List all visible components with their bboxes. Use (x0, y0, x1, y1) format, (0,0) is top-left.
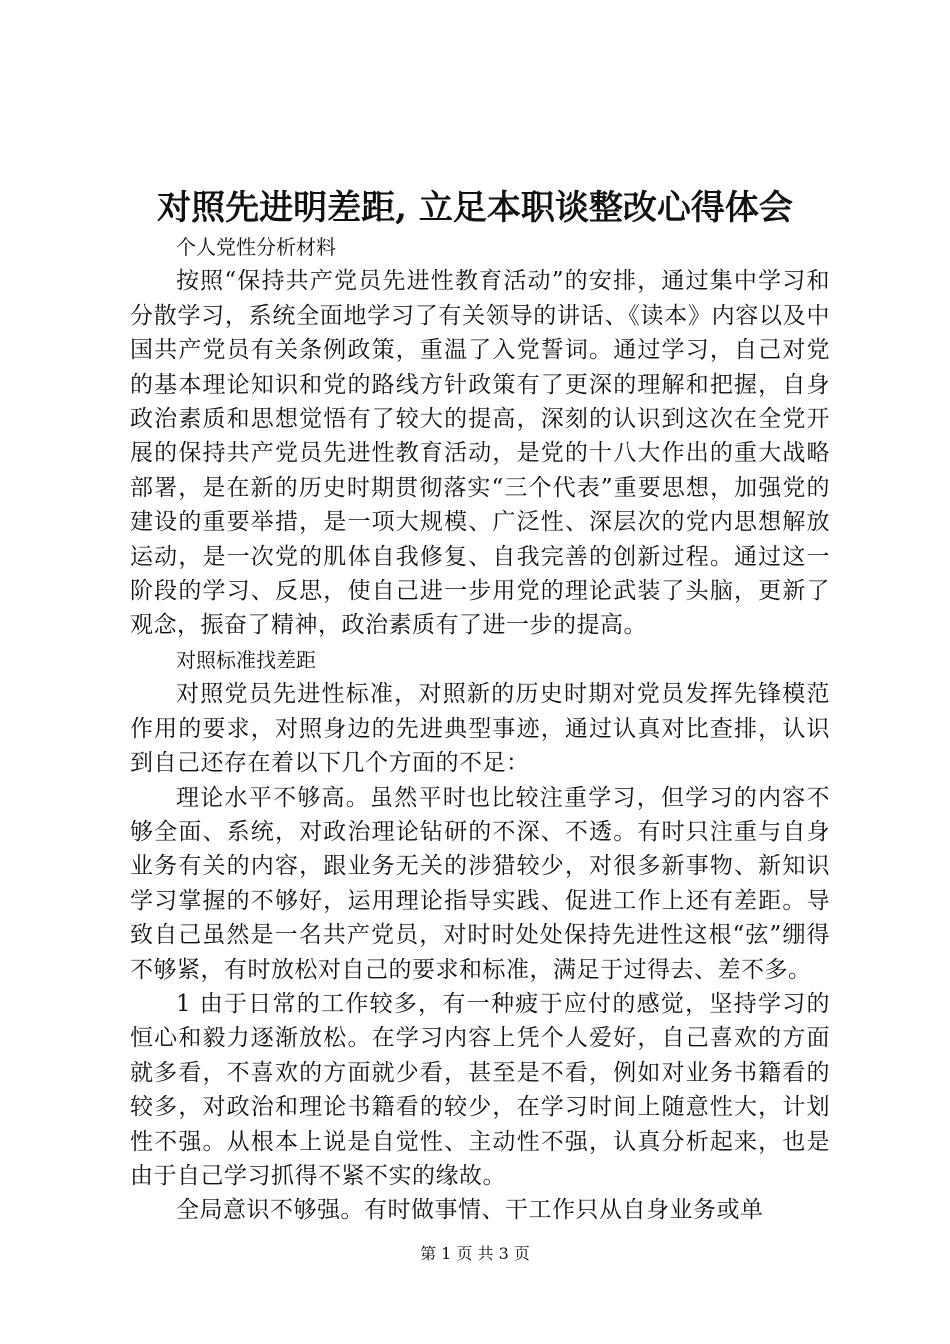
section-heading: 对照标准找差距 (176, 647, 316, 672)
body-paragraph: 理论水平不够高。虽然平时也比较注重学习，但学习的内容不够全面、系统，对政治理论钻研的不深、不透。有时只注重与自身业务有关的内容，跟业务无关的涉猎较少，对很多新事物、新知识学习掌握的不够好，运用理论指导实践、促进工作上还有差距。导致自己虽然是一名共产党员，对时时处处保持先进性这根“弦”绷得不够紧，有时放松对自己的要求和标准，满足于过得去、差不多。 (130, 784, 830, 983)
body-paragraph: 1 由于日常的工作较多，有一种疲于应付的感觉，坚持学习的恒心和毅力逐渐放松。在学习内容上凭个人爱好，自己喜欢的方面就多看，不喜欢的方面就少看，甚至是不看，例如对业务书籍看的较多，对政治和理论书籍看的较少，在学习时间上随意性大，计划性不强。从根本上说是自觉性、主动性不强，认真分析起来，也是由于自己学习抓得不紧不实的缘故。 (130, 990, 830, 1189)
body-paragraph: 全局意识不够强。有时做事情、干工作只从自身业务或单 (176, 1197, 764, 1224)
body-paragraph: 按照“保持共产党员先进性教育活动”的安排，通过集中学习和分散学习，系统全面地学习了有关领导的讲话、《读本》内容以及中国共产党员有关条例政策，重温了入党誓词。通过学习，自己对党的基本理论知识和党的路线方针政策有了更深的理解和把握，自身政治素质和思想觉悟有了较大的提高，深刻的认识到这次在全党开展的保持共产党员先进性教育活动，是党的十八大作出的重大战略部署，是在新的历史时期贯彻落实“三个代表”重要思想，加强党的建设的重要举措，是一项大规模、广泛性、深层次的党内思想解放运动，是一次党的肌体自我修复、自我完善的创新过程。通过这一阶段的学习、反思，使自己进一步用党的理论武装了头脑，更新了观念，振奋了精神，政治素质有了进一步的提高。 (130, 268, 830, 639)
page-number-footer: 第 1 页 共 3 页 (420, 1244, 530, 1263)
document-body (130, 230, 830, 1228)
section-heading: 个人党性分析材料 (176, 235, 336, 259)
document-title: 对照先进明差距, 立足本职谈整改心得体会 (157, 188, 793, 228)
body-paragraph: 对照党员先进性标准，对照新的历史时期对党员发挥先锋模范作用的要求，对照身边的先进典型事迹，通过认真对比查排，认识到自己还存在着以下几个方面的不足： (130, 681, 830, 777)
